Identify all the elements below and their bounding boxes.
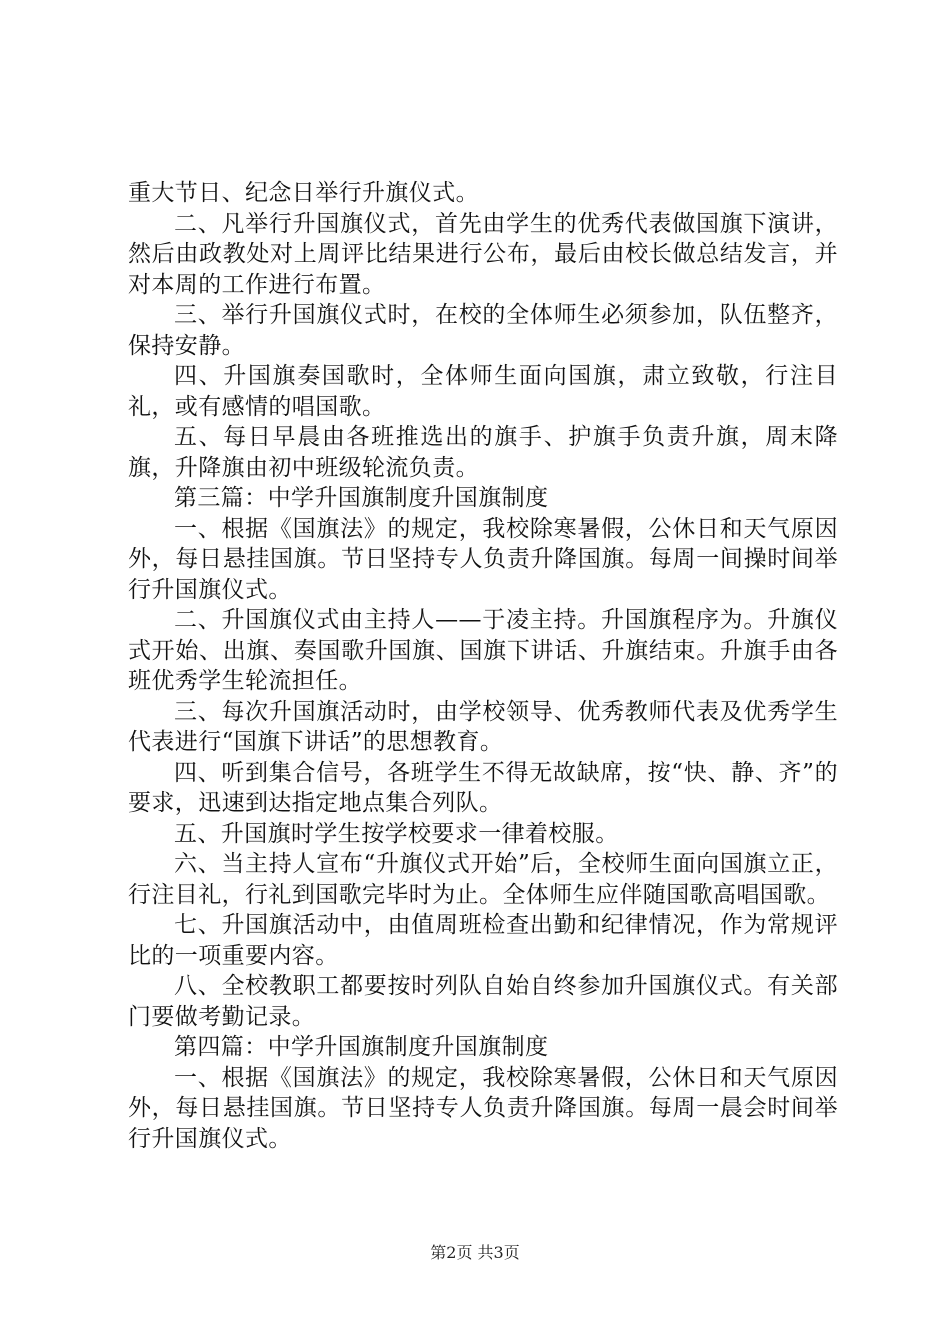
paragraph-2: 二、凡举行升国旗仪式，首先由学生的优秀代表做国旗下演讲，然后由政教处对上周评比结果进行公布，最后由校长做总结发言，并对本周的工作进行布置。 (128, 210, 838, 298)
paragraph-9: 三、每次升国旗活动时，由学校领导、优秀教师代表及优秀学生代表进行“国旗下讲话”的思想教育。 (128, 698, 838, 755)
paragraph-3: 三、举行升国旗仪式时，在校的全体师生必须参加，队伍整齐，保持安静。 (128, 302, 838, 359)
section-heading-3: 第三篇：中学升国旗制度升国旗制度 (174, 485, 549, 511)
paragraph-16: 一、根据《国旗法》的规定，我校除寒暑假，公休日和天气原因外，每日悬挂国旗。节日坚持专人负责升降国旗。每周一晨会时间举行升国旗仪式。 (128, 1064, 838, 1152)
paragraph-11: 五、升国旗时学生按学校要求一律着校服。 (174, 820, 619, 847)
section-heading-4: 第四篇：中学升国旗制度升国旗制度 (174, 1034, 549, 1060)
paragraph-7: 一、根据《国旗法》的规定，我校除寒暑假，公休日和天气原因外，每日悬挂国旗。节日坚持专人负责升降国旗。每周一间操时间举行升国旗仪式。 (128, 515, 838, 603)
paragraph-1: 重大节日、纪念日举行升旗仪式。 (128, 180, 479, 206)
paragraph-13: 七、升国旗活动中，由值周班检查出勤和纪律情况，作为常规评比的一项重要内容。 (128, 912, 838, 969)
paragraph-10: 四、听到集合信号，各班学生不得无故缺席，按“快、静、齐”的要求，迅速到达指定地点集合列队。 (128, 759, 838, 816)
paragraph-4: 四、升国旗奏国歌时，全体师生面向国旗，肃立致敬，行注目礼，或有感情的唱国歌。 (128, 363, 838, 420)
paragraph-5: 五、每日早晨由各班推选出的旗手、护旗手负责升旗，周末降旗，升降旗由初中班级轮流负责。 (128, 424, 838, 481)
paragraph-8: 二、升国旗仪式由主持人——于凌主持。升国旗程序为。升旗仪式开始、出旗、奏国歌升国旗、国旗下讲话、升旗结束。升旗手由各班优秀学生轮流担任。 (128, 607, 838, 694)
document-body (128, 178, 838, 1154)
paragraph-14: 八、全校教职工都要按时列队自始自终参加升国旗仪式。有关部门要做考勤记录。 (128, 973, 838, 1030)
page-footer: 第2页 共3页 (430, 1243, 520, 1262)
paragraph-12: 六、当主持人宣布“升旗仪式开始”后，全校师生面向国旗立正，行注目礼，行礼到国歌完毕时为止。全体师生应伴随国歌高唱国歌。 (128, 851, 838, 908)
